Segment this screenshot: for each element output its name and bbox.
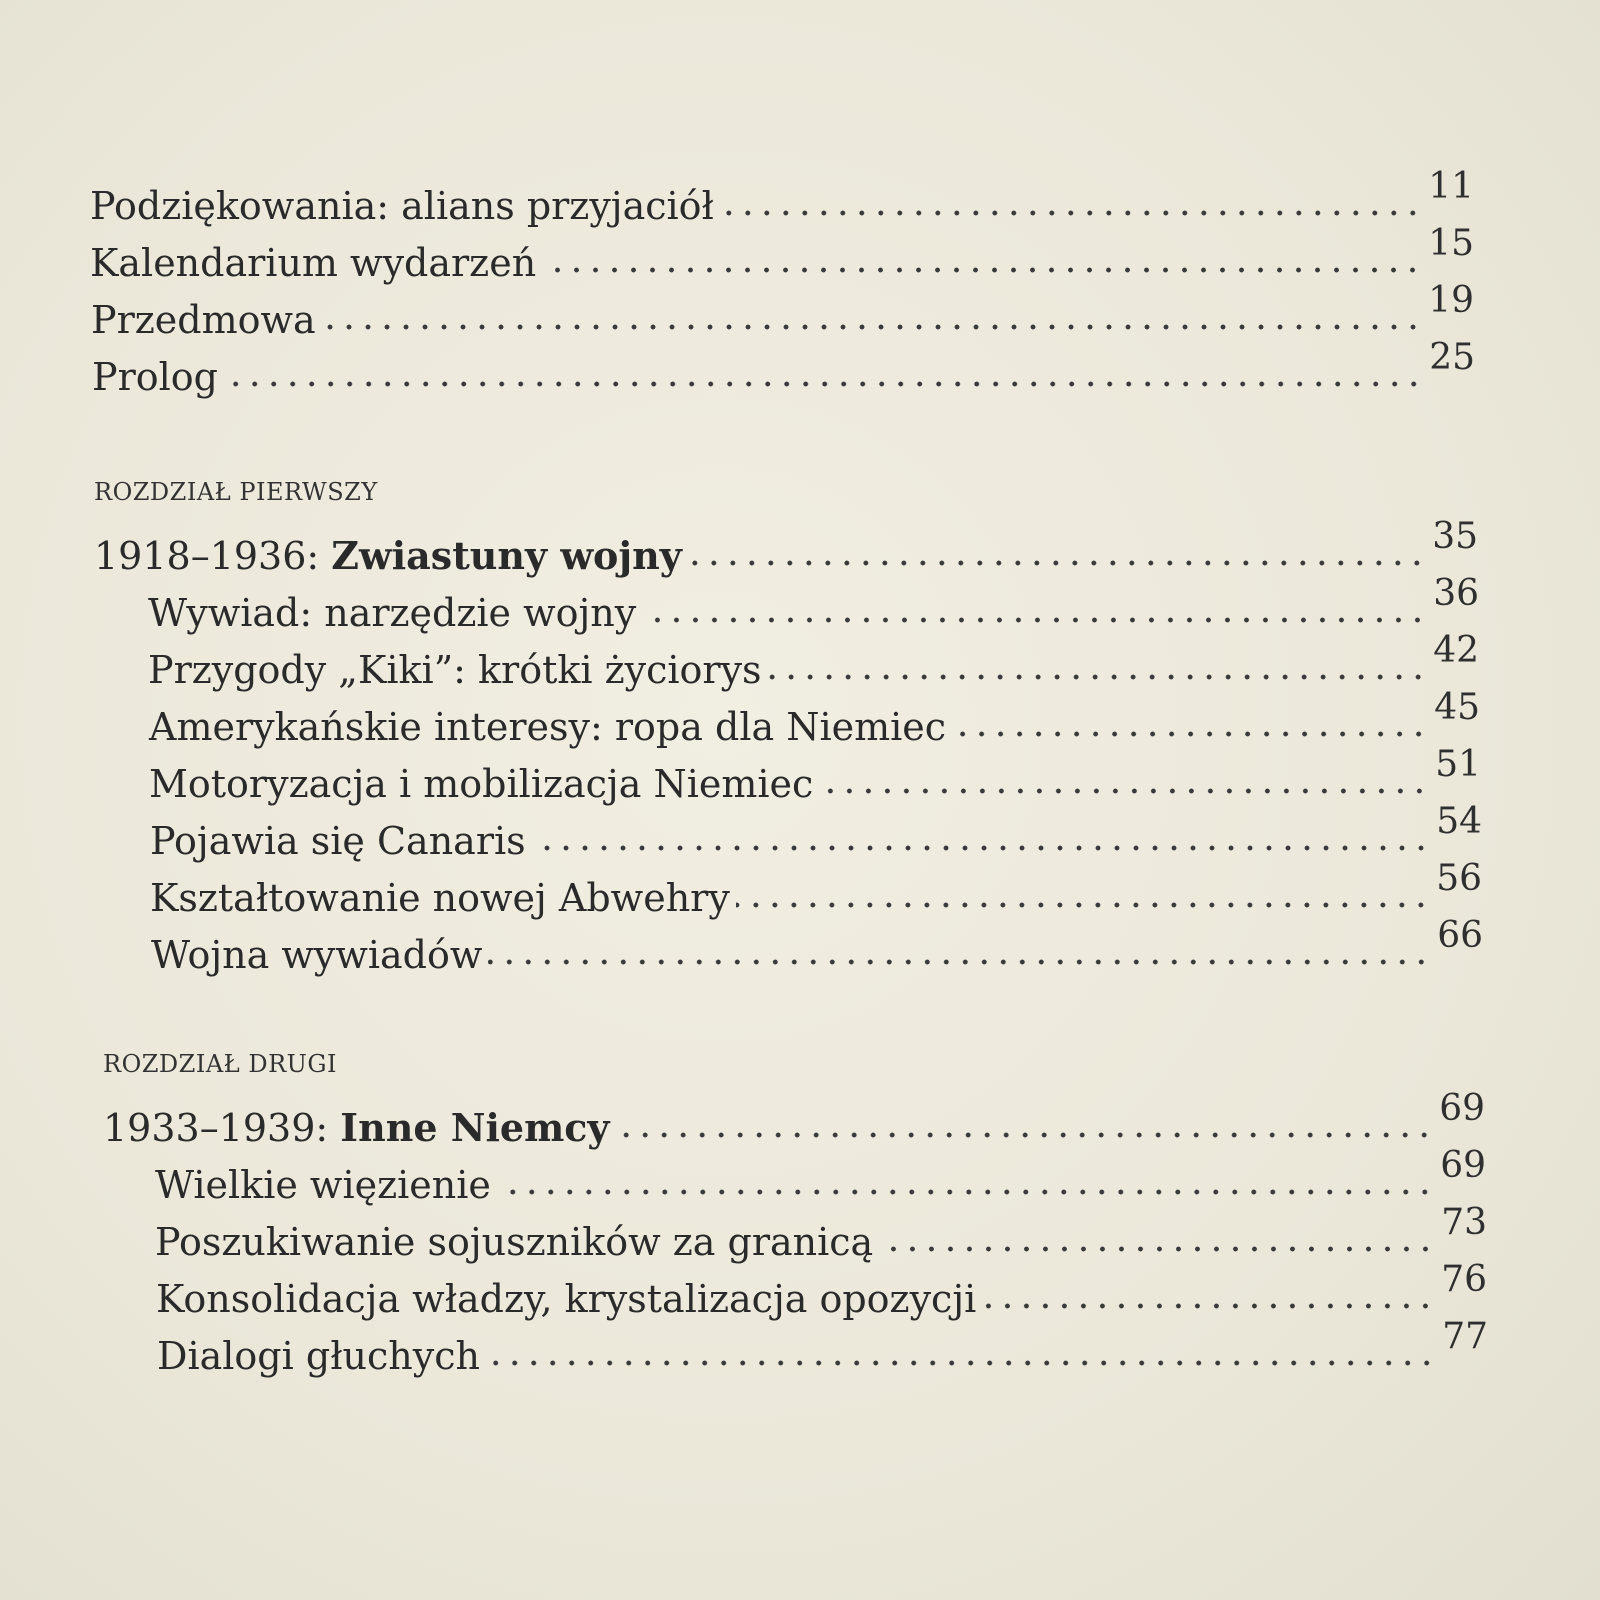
front-matter-list — [0, 166, 1600, 399]
chapter-2 — [0, 1050, 1600, 1378]
toc-subentry — [148, 630, 1479, 692]
toc-entry-chronology — [90, 223, 1474, 285]
chapter-page: 69 — [1439, 1088, 1485, 1129]
toc-entry-page: 42 — [1433, 630, 1479, 671]
dot-leader — [952, 729, 1428, 739]
toc-entry-page: 15 — [1428, 223, 1474, 264]
toc-entry-title: Wywiad: narzędzie wojny — [148, 591, 637, 635]
toc-entry-title: Przedmowa — [91, 298, 316, 342]
toc-entry-title: Wielkie więzienie — [155, 1163, 491, 1207]
toc-subentry — [150, 858, 1482, 920]
dot-leader — [736, 900, 1430, 910]
toc-entry-title: Kształtowanie nowej Abwehry — [150, 876, 730, 920]
toc-entry-page: 76 — [1441, 1259, 1487, 1300]
chapter-title-bold: Zwiastuny wojny — [331, 533, 682, 578]
toc-entry-title: Kalendarium wydarzeń — [90, 241, 537, 285]
chapter-title-bold: Inne Niemcy — [340, 1105, 610, 1150]
chapter-page: 35 — [1432, 516, 1478, 557]
toc-entry-page: 25 — [1429, 337, 1475, 378]
dot-leader — [768, 672, 1428, 682]
chapter-title — [103, 1105, 616, 1150]
dot-leader — [488, 957, 1431, 967]
toc-entry-page: 19 — [1428, 280, 1474, 321]
chapter-1 — [0, 478, 1600, 977]
toc-entry-title: Podziękowania: alians przyjaciół — [90, 184, 714, 228]
toc-entry-title: Przygody „Kiki”: krótki życiorys — [148, 648, 762, 692]
dot-leader — [616, 1130, 1434, 1140]
toc-entry-page: 77 — [1442, 1316, 1488, 1357]
dot-leader — [720, 208, 1422, 218]
dot-leader — [497, 1187, 1434, 1197]
toc-entry-prologue — [92, 337, 1475, 399]
toc-entry-title: Motoryzacja i mobilizacja Niemiec — [149, 762, 814, 806]
toc-entry-title: Pojawia się Canaris — [150, 819, 526, 863]
toc-entry-title: Poszukiwanie sojuszników za granicą — [155, 1220, 874, 1264]
chapter-label: ROZDZIAŁ PIERWSZY — [94, 478, 378, 506]
dot-leader — [542, 265, 1422, 275]
toc-entry-page: 69 — [1440, 1145, 1486, 1186]
toc-entry-page: 36 — [1433, 573, 1479, 614]
toc-entry-title: Konsolidacja władzy, krystalizacja opozycji — [156, 1277, 977, 1321]
toc-entry-page: 51 — [1435, 744, 1481, 785]
chapter-years: 1933–1939: — [103, 1106, 341, 1150]
toc-subentry — [155, 1202, 1487, 1264]
toc-entry-page: 66 — [1437, 915, 1483, 956]
dot-leader — [982, 1301, 1435, 1311]
dot-leader — [819, 786, 1429, 796]
dot-leader — [322, 322, 1423, 332]
toc-subentry — [157, 1316, 1488, 1378]
chapter-title-row — [103, 1088, 1485, 1150]
dot-leader — [688, 558, 1426, 568]
toc-entry-preface — [91, 280, 1474, 342]
dot-leader — [486, 1358, 1436, 1368]
chapter-title — [94, 533, 688, 578]
toc-subentry — [151, 915, 1483, 977]
dot-leader — [224, 379, 1423, 389]
toc-entry-title: Amerykańskie interesy: ropa dla Niemiec — [149, 705, 947, 749]
toc-entry-title: Dialogi głuchych — [157, 1334, 480, 1378]
chapter-years: 1918–1936: — [94, 534, 332, 578]
dot-leader — [642, 615, 1427, 625]
toc-subentry — [156, 1259, 1487, 1321]
toc-entry-page: 54 — [1436, 801, 1482, 842]
toc-entry-page: 45 — [1434, 687, 1480, 728]
toc-entry-title: Wojna wywiadów — [151, 933, 483, 977]
toc-entry-page: 56 — [1436, 858, 1482, 899]
toc-entry-title: Prolog — [92, 355, 218, 399]
chapter-label: ROZDZIAŁ DRUGI — [103, 1050, 338, 1078]
toc-entry-page: 11 — [1428, 166, 1474, 207]
toc-subentry — [148, 573, 1479, 635]
dot-leader — [532, 843, 1431, 853]
toc-subentry — [149, 687, 1480, 749]
toc-entry-acknowledgements — [90, 166, 1474, 228]
chapter-title-row — [94, 516, 1478, 578]
toc-subentry — [150, 801, 1482, 863]
toc-subentry — [149, 744, 1481, 806]
toc-subentry — [155, 1145, 1486, 1207]
toc-entry-page: 73 — [1441, 1202, 1487, 1243]
dot-leader — [879, 1244, 1435, 1254]
